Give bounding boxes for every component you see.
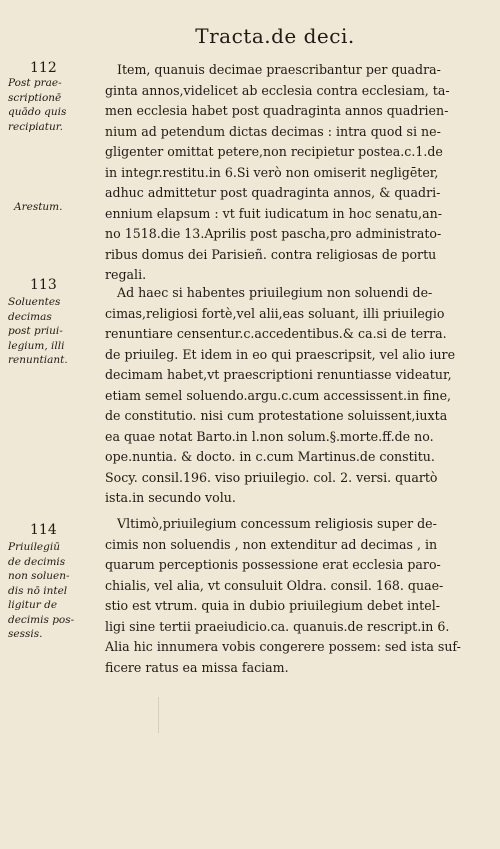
margin-note <box>8 540 94 642</box>
text-line: ope.nuntia. & docto. in c.cum Martinus.de constitu. <box>105 449 435 464</box>
text-line: chialis, vel alia, vt consuluit Oldra. consil. 168. quae- <box>105 577 444 593</box>
margin-note-arestum <box>14 200 100 215</box>
margin-line: Soluentes <box>8 296 61 308</box>
running-head: Tracta.de deci. <box>195 24 355 48</box>
text-line: Ad haec si habentes priuilegium non soluendi de- <box>117 285 433 300</box>
text-line: nium ad petendum dictas decimas : intra quod si ne- <box>105 123 441 139</box>
paragraph <box>105 60 475 286</box>
text-line: Vltimò,priuilegium concessum religiosis super de- <box>117 516 437 531</box>
margin-note <box>8 76 94 134</box>
margin-line: dis nō intel <box>8 584 68 597</box>
margin-line: Post prae- <box>8 77 62 89</box>
text-line: renuntiare censentur.c.accedentibus.& ca.si de terra. <box>105 326 447 341</box>
text-line: Item, quanuis decimae praescribantur per quadra- <box>117 62 441 77</box>
text-line: ficere ratus ea missa faciam. <box>105 659 289 675</box>
text-line: ista.in secundo volu. <box>105 490 236 505</box>
section-number: 112 <box>30 60 57 76</box>
margin-line: legium, illi <box>8 339 65 352</box>
margin-line: Arestum. <box>14 201 63 213</box>
margin-line: quādo quis <box>8 106 67 118</box>
text-line: ea quae notat Barto.in l.non solum.§.morte.ff.de no. <box>105 428 434 444</box>
text-line: gligenter omittat petere,non recipietur postea.c.1.de <box>105 144 443 159</box>
margin-line: de decimis <box>8 555 66 568</box>
paragraph <box>105 514 475 678</box>
text-line: de priuileg. Et idem in eo qui praescripsit, vel alio iure <box>105 346 456 362</box>
margin-line: renuntiant. <box>8 354 68 366</box>
text-line: ginta annos,videlicet ab ecclesia contra ecclesiam, ta- <box>105 82 450 98</box>
text-line: ribus domus dei Parisieñ. contra religiosas de portu <box>105 246 437 262</box>
text-line: ennium elapsum : vt fuit iudicatum in hoc senatu,an- <box>105 205 442 221</box>
text-line: Alia hic innumera vobis congerere possem: sed ista suf- <box>105 639 461 654</box>
margin-line: recipiatur. <box>8 120 63 133</box>
section-number: 114 <box>30 522 57 538</box>
margin-line: sessis. <box>8 628 43 640</box>
margin-line: post priui- <box>8 325 63 337</box>
text-line: no 1518.die 13.Aprilis post pascha,pro administrato- <box>105 226 442 241</box>
text-line: in integr.restitu.in 6.Si verò non omiserit negligēter, <box>105 164 439 180</box>
section-number: 113 <box>30 277 57 293</box>
margin-line: non soluen- <box>8 570 70 582</box>
text-line: cimas,religiosi fortè,vel alii,eas soluant, illi priuilegio <box>105 305 445 321</box>
text-line: decimam habet,vt praescriptioni renuntiasse videatur, <box>105 367 452 382</box>
margin-line: scriptionē <box>8 91 62 104</box>
text-line: de constitutio. nisi cum protestatione soluissent,iuxta <box>105 408 448 423</box>
margin-line: decimas <box>8 310 52 323</box>
margin-line: Priuilegiū <box>8 541 60 553</box>
text-line: adhuc admittetur post quadraginta annos, & quadri- <box>105 185 441 200</box>
text-line: ligi sine tertii praeiudicio.ca. quanuis.de rescript.in 6. <box>105 618 450 634</box>
text-line: stio est vtrum. quia in dubio priuilegium debet intel- <box>105 598 440 613</box>
text-line: Socy. consil.196. viso priuilegio. col. 2. versi. quartò <box>105 469 438 485</box>
text-line: cimis non soluendis , non extenditur ad decimas , in <box>105 536 438 552</box>
paragraph <box>105 283 475 509</box>
margin-line: decimis pos- <box>8 613 75 626</box>
paper-crease <box>158 697 159 733</box>
margin-line: ligitur de <box>8 599 58 611</box>
margin-note <box>8 295 94 368</box>
text-line: men ecclesia habet post quadraginta annos quadrien- <box>105 103 449 118</box>
text-line: etiam semel soluendo.argu.c.cum accessissent.in fine, <box>105 387 452 403</box>
text-line: quarum perceptionis possessione erat ecclesia paro- <box>105 557 441 572</box>
text-line: regali. <box>105 267 147 282</box>
